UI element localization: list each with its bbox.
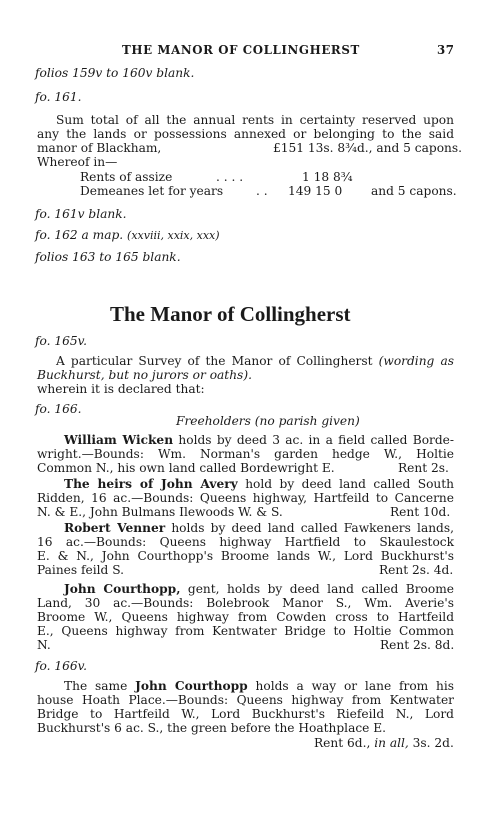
- demesne-label: Demeanes let for years: [80, 184, 224, 198]
- subheading: Freeholders (no parish given): [176, 414, 360, 428]
- entry-text: hold by deed land called South: [245, 477, 455, 491]
- paragraph-line: wherein it is declared that:: [37, 382, 205, 396]
- folio-ref: fo. 165v.: [35, 334, 87, 348]
- rents-label: Rents of assize: [80, 170, 173, 184]
- rent-total-amount: 3s. 2d.: [412, 736, 454, 750]
- paragraph-line: Buckhurst, but no jurors or oaths).: [37, 368, 252, 382]
- holder-name: Robert Venner: [64, 521, 166, 535]
- rent-amount: Rent 10d.: [390, 505, 451, 519]
- folio-map-ref: fo. 162 a map.: [35, 228, 124, 242]
- entry-line: wright.—Bounds: Wm. Norman's garden hedge W., Holtie: [37, 447, 454, 461]
- paragraph-line: any the lands or possessions annexed or belonging to the said: [37, 127, 454, 141]
- manor-label: manor of Blackham,: [37, 141, 162, 155]
- leader-dots: . . . .: [216, 170, 244, 184]
- entry-line: house Hoath Place.—Bounds: Queens highway from Kentwater: [37, 693, 454, 707]
- folio-note: folios 163 to 165 blank.: [35, 250, 181, 264]
- entry-line: E. & N., John Courthopp's Broome lands W., Lord Buckhurst's: [37, 549, 454, 563]
- holder-name: John Courthopp: [135, 679, 248, 693]
- intro-text: A particular Survey of the Manor of Collingherst: [56, 354, 373, 368]
- rent-in-all: in all,: [374, 736, 409, 750]
- entry-line: [64, 679, 454, 693]
- folio-note: fo. 161v blank.: [35, 207, 127, 221]
- entry-text: gent, holds by deed land called Broome: [187, 582, 454, 596]
- rent-amount: Rent 2s.: [398, 461, 449, 475]
- rent-total: [314, 736, 454, 750]
- page-number: 37: [437, 43, 455, 57]
- holder-name: William Wicken: [64, 433, 174, 447]
- entry-line: Land, 30 ac.—Bounds: Bolebrook Manor S., Wm. Averie's: [37, 596, 454, 610]
- folio-note: folios 159v to 160v blank.: [35, 66, 195, 80]
- folio-ref: fo. 166v.: [35, 659, 87, 673]
- holder-name: John Courthopp,: [64, 582, 181, 596]
- entry-line: 16 ac.—Bounds: Queens highway Hartfield to Skaulestock: [37, 535, 454, 549]
- entry-line: [64, 477, 454, 491]
- entry-line: Ridden, 16 ac.—Bounds: Queens highway, Hartfeild to Cancerne: [37, 491, 454, 505]
- entry-line: N.: [37, 638, 51, 652]
- paragraph-line: [56, 354, 454, 368]
- rent-amount: Rent 2s. 8d.: [380, 638, 455, 652]
- entry-line: Common N., his own land called Bordewright E.: [37, 461, 335, 475]
- entry-line: N. & E., John Bulmans Ilewoods W. & S.: [37, 505, 283, 519]
- entry-text: holds by deed 3 ac. in a field called Borde-: [178, 433, 455, 447]
- entry-line: [64, 521, 454, 535]
- rents-amount: 1 18 8¾: [302, 170, 353, 184]
- leader-dots: . .: [256, 184, 268, 198]
- folio-ref: fo. 161.: [35, 90, 82, 104]
- rent-amount: Rent 6d.,: [314, 736, 371, 750]
- intro-italic: (wording as: [378, 354, 455, 368]
- entry-line: E., Queens highway from Kentwater Bridge to Holtie Common: [37, 624, 454, 638]
- entry-text: holds by deed land called Fawkeners lands,: [171, 521, 454, 535]
- entry-text: holds a way or lane from his: [255, 679, 455, 693]
- paragraph-line: Sum total of all the annual rents in certainty reserved upon: [56, 113, 454, 127]
- manor-total: £151 13s. 8¾d., and 5 capons.: [273, 141, 463, 155]
- folio-ref: fo. 166.: [35, 402, 82, 416]
- entry-line: Paines feild S.: [37, 563, 124, 577]
- entry-line: Buckhurst's 6 ac. S., the green before the Hoathplace E.: [37, 721, 387, 735]
- running-title: THE MANOR OF COLLINGHERST: [122, 43, 360, 57]
- plate-refs: (xxviii, xxix, xxx): [127, 229, 220, 242]
- folio-note: [35, 228, 220, 243]
- entry-line: [64, 433, 454, 447]
- entry-line: [64, 582, 454, 596]
- rent-amount: Rent 2s. 4d.: [379, 563, 454, 577]
- whereof-label: Whereof in—: [37, 155, 118, 169]
- demesne-amount: 149 15 0: [288, 184, 343, 198]
- entry-text: The same: [64, 679, 128, 693]
- entry-line: Bridge to Hartfeild W., Lord Buckhurst's Riefeild N., Lord: [37, 707, 454, 721]
- demesne-extra: and 5 capons.: [371, 184, 457, 198]
- entry-line: Broome W., Queens highway from Cowden cross to Hartfeild: [37, 610, 454, 624]
- section-title: The Manor of Collingherst: [110, 302, 351, 326]
- holder-name: The heirs of John Avery: [64, 477, 238, 491]
